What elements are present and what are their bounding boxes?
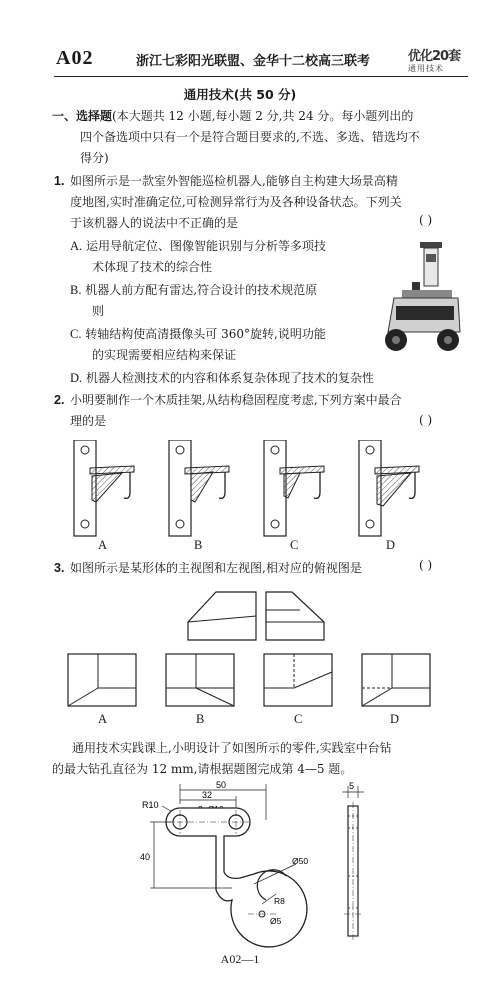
q1-option-c — [70, 324, 326, 345]
q1-option-b-label: B. — [70, 283, 82, 297]
robot-body-band — [396, 306, 454, 320]
header-rule — [54, 76, 468, 77]
q2-line1: 小明要制作一个木质挂架,从结构稳固程度考虑,下列方案中最合 — [70, 393, 402, 407]
top-view-option-b — [166, 654, 234, 706]
section-intro-line3: 得分) — [80, 151, 109, 165]
robot-mast — [424, 248, 438, 286]
dim-50-label: 50 — [216, 780, 227, 790]
hanger-option-b — [169, 440, 229, 536]
q3-answer-paren: ( ) — [419, 558, 433, 572]
q3-number: 3. — [54, 561, 65, 575]
side-view — [266, 592, 324, 640]
logo-top-text: 优化20套 — [408, 49, 461, 64]
q2-label-c: C — [290, 538, 299, 552]
robot-hub-rear — [444, 336, 452, 344]
exam-title: 浙江七彩阳光联盟、金华十二校高三联考 — [136, 54, 371, 69]
dim-32-label: 32 — [202, 790, 213, 800]
dim-phi5-label: Ø5 — [270, 916, 282, 926]
part-drawing — [136, 780, 386, 948]
series-logo — [408, 45, 464, 73]
q3-line1: 如图所示是某形体的主视图和左视图,相对应的俯视图是 — [70, 561, 362, 575]
q2-label-d: D — [386, 538, 396, 552]
q1-option-a — [70, 236, 326, 257]
q1-option-a-text1: 运用导航定位、图像智能识别与分析等多项技 — [85, 239, 326, 253]
dim-phi50-label: Ø50 — [292, 856, 309, 866]
q45-intro-line1: 通用技术实践课上,小明设计了如图所示的零件,实践室中台钻 — [72, 741, 392, 755]
q1-option-c-label: C. — [70, 327, 82, 341]
front-view — [188, 592, 256, 640]
robot-top-cap — [420, 242, 442, 248]
q1-option-d-text1: 机器人检测技术的内容和体系复杂体现了技术的复杂性 — [85, 371, 374, 385]
q2-number: 2. — [54, 393, 65, 407]
paper-code: A02 — [56, 47, 94, 69]
q2-line2: 理的是 — [70, 414, 107, 428]
hanger-option-c — [264, 440, 324, 536]
robot-hub-front — [392, 336, 400, 344]
q1-option-d-label: D. — [70, 371, 83, 385]
section-intro-line2: 四个备选项中只有一个是符合题目要求的,不选、多选、错选均不 — [80, 130, 420, 144]
page-number: A02—1 — [220, 952, 260, 966]
q1-option-d — [70, 368, 374, 389]
q1-option-c-text1: 转轴结构使高清摄像头可 360°旋转,说明功能 — [85, 327, 326, 341]
q1-answer-paren: ( ) — [419, 213, 433, 227]
q3-top-view-options — [66, 652, 446, 710]
dim-5-label: 5 — [349, 781, 355, 791]
q3-front-side-views — [184, 588, 328, 644]
robot-camera-window — [426, 254, 436, 262]
q2-label-b: B — [194, 538, 203, 552]
dim-r8-label: R8 — [274, 896, 285, 906]
top-view-option-a — [68, 654, 136, 706]
section-heading: 一、选择题 — [52, 109, 113, 123]
q1-option-a-cont: 术体现了技术的综合性 — [92, 260, 213, 274]
q1-number: 1. — [54, 174, 65, 188]
q45-intro-line2: 的最大钻孔直径为 12 mm,请根据题图完成第 4—5 题。 — [52, 762, 353, 776]
section-intro-rest: (本大题共 12 小题,每小题 2 分,共 24 分。每小题列出的 — [112, 109, 414, 123]
subject-title: 通用技术(共 50 分) — [183, 87, 297, 102]
hanger-option-a — [74, 440, 134, 536]
q1-line3: 于该机器人的说法中不正确的是 — [70, 216, 239, 230]
q2-answer-paren: ( ) — [419, 413, 433, 427]
q1-option-b-text1: 机器人前方配有雷达,符合设计的技术规范原 — [85, 283, 318, 297]
top-view-option-d — [362, 654, 430, 706]
logo-bottom-text: 通用技术 — [408, 64, 444, 73]
q1-line1: 如图所示是一款室外智能巡检机器人,能够自主构建大场景高精 — [70, 174, 398, 188]
q1-line2: 度地图,实时准确定位,可检测异常行为及各种设备状态。下列关 — [70, 195, 402, 209]
q3-label-d: D — [390, 712, 400, 726]
q1-option-b-cont: 则 — [92, 304, 105, 318]
q3-label-c: C — [294, 712, 303, 726]
q1-option-c-cont: 的实现需要相应结构来保证 — [92, 348, 237, 362]
q3-label-b: B — [196, 712, 205, 726]
q1-option-a-label: A. — [70, 239, 83, 253]
q2-hanger-options — [62, 440, 442, 540]
q1-option-b — [70, 280, 317, 301]
top-view-option-c — [264, 654, 332, 706]
q3-label-a: A — [98, 712, 108, 726]
robot-deck — [402, 290, 452, 298]
q2-label-a: A — [98, 538, 108, 552]
dim-40-label: 40 — [140, 852, 151, 862]
hanger-option-d — [359, 440, 419, 536]
inspection-robot-image — [374, 240, 466, 366]
dim-r10-label: R10 — [142, 800, 159, 810]
section-intro-line1 — [52, 106, 413, 127]
